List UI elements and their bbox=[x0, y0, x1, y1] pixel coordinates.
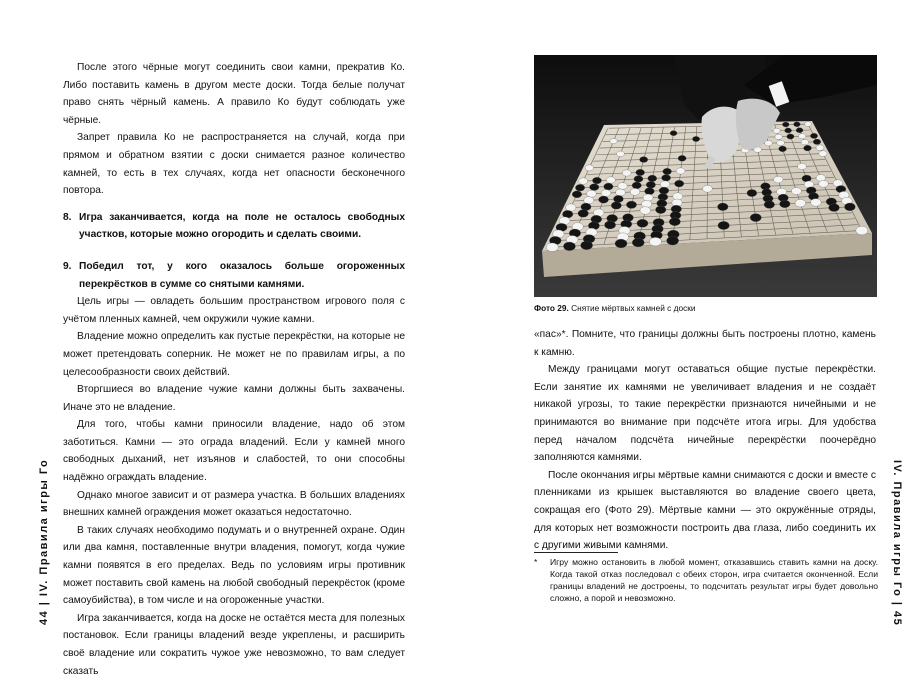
black-stone bbox=[572, 191, 582, 198]
paragraph: Вторгшиеся во владение чужие камни должны быть захвачены. Иначе это не владение. bbox=[63, 384, 405, 413]
black-stone bbox=[646, 181, 655, 188]
white-stone bbox=[777, 140, 785, 145]
black-stone bbox=[637, 219, 648, 227]
white-stone bbox=[799, 134, 806, 139]
paragraph: Однако многое зависит и от размера участка. В больших владениях внешних камней ограждения может оказаться недостаточно. bbox=[63, 489, 405, 519]
black-stone bbox=[640, 157, 648, 163]
black-stone bbox=[662, 175, 671, 182]
black-stone bbox=[761, 183, 771, 190]
black-stone bbox=[645, 188, 655, 195]
rule-8 bbox=[63, 209, 405, 244]
photo-caption bbox=[534, 303, 696, 313]
black-stone bbox=[804, 145, 812, 151]
black-stone bbox=[796, 128, 803, 133]
white-stone bbox=[791, 187, 801, 194]
black-stone bbox=[590, 184, 599, 191]
white-stone bbox=[618, 183, 627, 190]
black-stone bbox=[692, 136, 699, 141]
rule-number: 8. bbox=[63, 211, 72, 223]
black-stone bbox=[626, 201, 636, 208]
white-stone bbox=[703, 185, 713, 192]
caption-label: Фото 29. bbox=[534, 303, 569, 313]
black-stone bbox=[794, 122, 801, 127]
running-head-left: 44 | IV. Правила игры Го bbox=[38, 458, 50, 625]
black-stone bbox=[655, 206, 666, 214]
black-stone bbox=[663, 168, 672, 174]
white-stone bbox=[643, 194, 653, 201]
black-stone bbox=[659, 187, 669, 194]
black-stone bbox=[615, 239, 627, 248]
paragraph: После окончания игры мёртвые камни снимаются с доски и вместе с пленниками из крышек выставляются во владение своего цвета, сокращая его (Фото 29). Мёртвые камни — это окружённые отряды, для которых нет возможности построить два глаза, либо соединить их с другими живыми камнями. bbox=[534, 469, 876, 552]
black-stone bbox=[785, 128, 792, 133]
paragraph: В таких случаях необходимо подумать и о внутренней охране. Один или два камня, поставленные внутри владения, помогут, когда чужие камни появятся в его пределах. Ведь по условиям игры противник может поставить свой камень на любой свободный перекрёсток (кроме самоубийства), в том числе и на огороженные участки. bbox=[63, 524, 405, 607]
white-stone bbox=[610, 138, 617, 143]
black-stone bbox=[667, 236, 679, 245]
white-stone bbox=[579, 178, 588, 185]
right-page-body bbox=[534, 326, 876, 555]
black-stone bbox=[636, 169, 645, 175]
black-stone bbox=[782, 122, 789, 127]
black-stone bbox=[604, 183, 613, 190]
footnote bbox=[534, 556, 878, 604]
white-stone bbox=[795, 199, 806, 207]
paragraph: Цель игры — овладеть большим пространством игрового поля с учётом пленных камней, чем окружили чужие камни. bbox=[63, 296, 405, 325]
white-stone bbox=[673, 193, 683, 200]
white-stone bbox=[617, 151, 625, 157]
footnote-text: Игру можно остановить в любой момент, отказавшись ставить камни на доску. Когда такой отказ последовал с обеих сторон, игра считается оконченной. Если границы владений не достроены, то подсчитать результат игры будет довольно сложно, а порой и невозможно. bbox=[550, 557, 878, 603]
black-stone bbox=[670, 131, 677, 136]
black-stone bbox=[658, 193, 668, 200]
black-stone bbox=[802, 175, 811, 182]
black-stone bbox=[674, 180, 683, 187]
go-board-photo bbox=[534, 55, 877, 297]
paragraph: «пас»*. Помните, что границы должны быть построены плотно, камень к камню. bbox=[534, 329, 876, 358]
black-stone bbox=[750, 214, 761, 222]
black-stone bbox=[563, 242, 575, 251]
white-stone bbox=[819, 180, 829, 187]
black-stone bbox=[581, 203, 591, 210]
black-stone bbox=[592, 177, 601, 184]
left-page bbox=[0, 0, 461, 677]
white-stone bbox=[616, 189, 626, 196]
rule-text: Победил тот, у кого оказалось больше огороженных перекрёстков в сумме со снятыми камнями. bbox=[79, 260, 405, 290]
black-stone bbox=[669, 218, 680, 226]
black-stone bbox=[599, 196, 609, 203]
white-stone bbox=[606, 177, 615, 184]
white-stone bbox=[811, 199, 822, 207]
black-stone bbox=[578, 210, 589, 218]
white-stone bbox=[630, 188, 640, 195]
white-stone bbox=[775, 134, 782, 139]
paragraph: Запрет правила Ко не распространяется на случай, когда при прямом и обратном взятии с доски снимается разное количество камней, то есть в тех случаях, когда нет опасности бесконечного повтора. bbox=[63, 132, 405, 197]
white-stone bbox=[566, 204, 576, 211]
black-stone bbox=[780, 200, 791, 208]
black-stone bbox=[813, 139, 821, 144]
black-stone bbox=[604, 221, 615, 229]
black-stone bbox=[764, 201, 775, 209]
black-stone bbox=[787, 134, 794, 139]
paragraph: Между границами могут оставаться общие пустые перекрёстки. Если занятие их камнями не увеличивает владения и не создаёт никакой угрозы, то такие перекрёстки признаются ничейными и не принимаются во внимание при подсчёте итога игры. Для удобства перед началом подсчёта ничейные перекрёстки поочерёдно заполняются камнями. bbox=[534, 364, 876, 464]
white-stone bbox=[773, 128, 780, 133]
black-stone bbox=[634, 176, 643, 183]
black-stone bbox=[779, 146, 787, 152]
white-stone bbox=[816, 145, 824, 151]
rule-9 bbox=[63, 258, 405, 293]
left-page-body bbox=[63, 59, 405, 680]
footnote-divider bbox=[534, 552, 618, 553]
black-stone bbox=[575, 184, 584, 191]
black-stone bbox=[611, 202, 621, 209]
white-stone bbox=[640, 207, 651, 215]
white-stone bbox=[584, 197, 594, 204]
white-stone bbox=[585, 165, 594, 171]
black-stone bbox=[678, 155, 686, 161]
running-head-right: IV. Правила игры Го | 45 bbox=[891, 460, 903, 627]
rule-text: Игра заканчивается, когда на поле не осталось свободных участков, которые можно огородить и сделать своими. bbox=[79, 211, 405, 241]
white-stone bbox=[765, 140, 773, 145]
black-stone bbox=[718, 203, 729, 211]
white-stone bbox=[805, 122, 812, 127]
black-stone bbox=[632, 182, 641, 189]
white-stone bbox=[774, 176, 783, 183]
caption-text: Снятие мёртвых камней с доски bbox=[571, 303, 696, 313]
white-stone bbox=[819, 151, 827, 157]
white-stone bbox=[676, 168, 685, 174]
black-stone bbox=[829, 204, 840, 212]
black-stone bbox=[632, 238, 644, 247]
white-stone bbox=[801, 139, 809, 144]
white-stone bbox=[622, 170, 631, 176]
paragraph: Владение можно определить как пустые перекрёстки, на которые не может претендовать соперник. Не может не по правилам игры, а по целесообразности своих действий. bbox=[63, 331, 405, 378]
white-stone bbox=[601, 190, 611, 197]
black-stone bbox=[648, 175, 657, 182]
paragraph: После этого чёрные могут соединить свои камни, прекратив Ко. Либо поставить камень в другом месте доски. Тогда белые получат право снять чёрный камень. А правило Ко будут соблюдать уже чёрные. bbox=[63, 62, 405, 126]
footnote-mark: * bbox=[534, 557, 538, 567]
black-stone bbox=[581, 241, 593, 250]
rule-number: 9. bbox=[63, 260, 72, 272]
black-stone bbox=[810, 133, 817, 138]
white-stone bbox=[587, 190, 597, 197]
white-stone bbox=[649, 237, 661, 246]
white-stone bbox=[856, 226, 868, 235]
white-stone bbox=[660, 181, 669, 188]
white-stone bbox=[798, 163, 807, 169]
black-stone bbox=[613, 195, 623, 202]
black-stone bbox=[844, 203, 855, 211]
paragraph: Игра заканчивается, когда на доске не остаётся места для полезных постановок. Если границы владений везде укреплены, и расширить своё владение или сократить чужое уже невозможно, то вам следует сказать bbox=[63, 612, 405, 677]
black-stone bbox=[747, 189, 757, 196]
go-board-illustration bbox=[534, 55, 877, 297]
white-stone bbox=[546, 243, 558, 252]
black-stone bbox=[718, 221, 729, 229]
paragraph: Для того, чтобы камни приносили владение, надо об этом заботиться. Камни — это ограда владений. Если у камней много свободных дыханий, нет изъянов и слабостей, то они способны надёжно ограждать владение. bbox=[63, 419, 405, 484]
